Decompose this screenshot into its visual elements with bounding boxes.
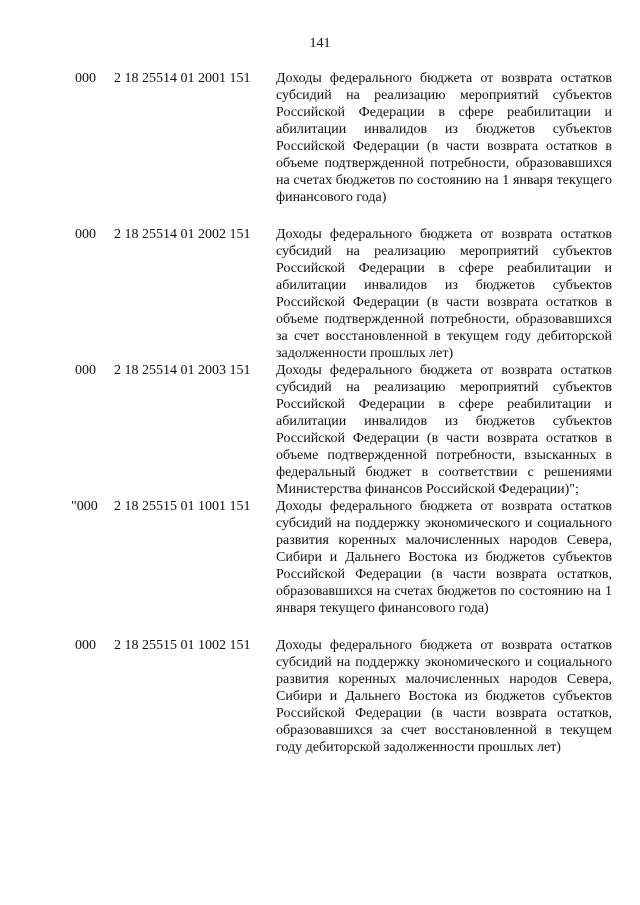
table-row [0, 226, 640, 362]
income-description: Доходы федерального бюджета от возврата остатков субсидий на реализацию мероприятий субъектов Российской Федерации в сфере реабилитации и абилитации инвалидов из бюджетов субъектов Российской Федерации (в части возврата остатков в объеме подтвержденной потребности, образовавшихся на счетах бюджетов по состоянию на 1 января текущего финансового года) [276, 71, 612, 205]
budget-classification-code: 2 18 25514 01 2002 151 [114, 227, 251, 242]
budget-classification-code: 2 18 25515 01 1002 151 [114, 638, 251, 653]
budget-classification-code: 2 18 25514 01 2001 151 [114, 71, 251, 86]
admin-code: 000 [75, 71, 96, 86]
admin-code: 000 [75, 227, 96, 242]
income-description: Доходы федерального бюджета от возврата остатков субсидий на поддержку экономического и социального развития коренных малочисленных народов Севера, Сибири и Дальнего Востока из бюджетов субъектов Российской Федерации (в части возврата остатков, образовавшихся за счет восстановленной в текущем году дебиторской задолженности прошлых лет) [276, 638, 612, 755]
budget-code-table [0, 70, 640, 776]
admin-code: 000 [75, 638, 96, 653]
table-row [0, 637, 640, 756]
table-row [0, 70, 640, 206]
budget-classification-code: 2 18 25514 01 2003 151 [114, 363, 251, 378]
table-row [0, 498, 640, 617]
table-row [0, 362, 640, 498]
income-description: Доходы федерального бюджета от возврата остатков субсидий на поддержку экономического и социального развития коренных малочисленных народов Севера, Сибири и Дальнего Востока из бюджетов субъектов Российской Федерации (в части возврата остатков, образовавшихся на счетах бюджетов по состоянию на 1 января текущего финансового года) [276, 499, 612, 616]
admin-code: "000 [71, 499, 98, 514]
income-description: Доходы федерального бюджета от возврата остатков субсидий на реализацию мероприятий субъектов Российской Федерации в сфере реабилитации и абилитации инвалидов из бюджетов субъектов Российской Федерации (в части возврата остатков в объеме подтвержденной потребности, взысканных в федеральный бюджет в соответствии с решениями Министерства финансов Российской Федерации)"; [276, 363, 612, 497]
page-number: 141 [309, 36, 331, 51]
budget-classification-code: 2 18 25515 01 1001 151 [114, 499, 251, 514]
admin-code: 000 [75, 363, 96, 378]
income-description: Доходы федерального бюджета от возврата остатков субсидий на реализацию мероприятий субъектов Российской Федерации в сфере реабилитации и абилитации инвалидов из бюджетов субъектов Российской Федерации (в части возврата остатков в объеме подтвержденной потребности, образовавшихся за счет восстановленной в текущем году дебиторской задолженности прошлых лет) [276, 227, 612, 361]
